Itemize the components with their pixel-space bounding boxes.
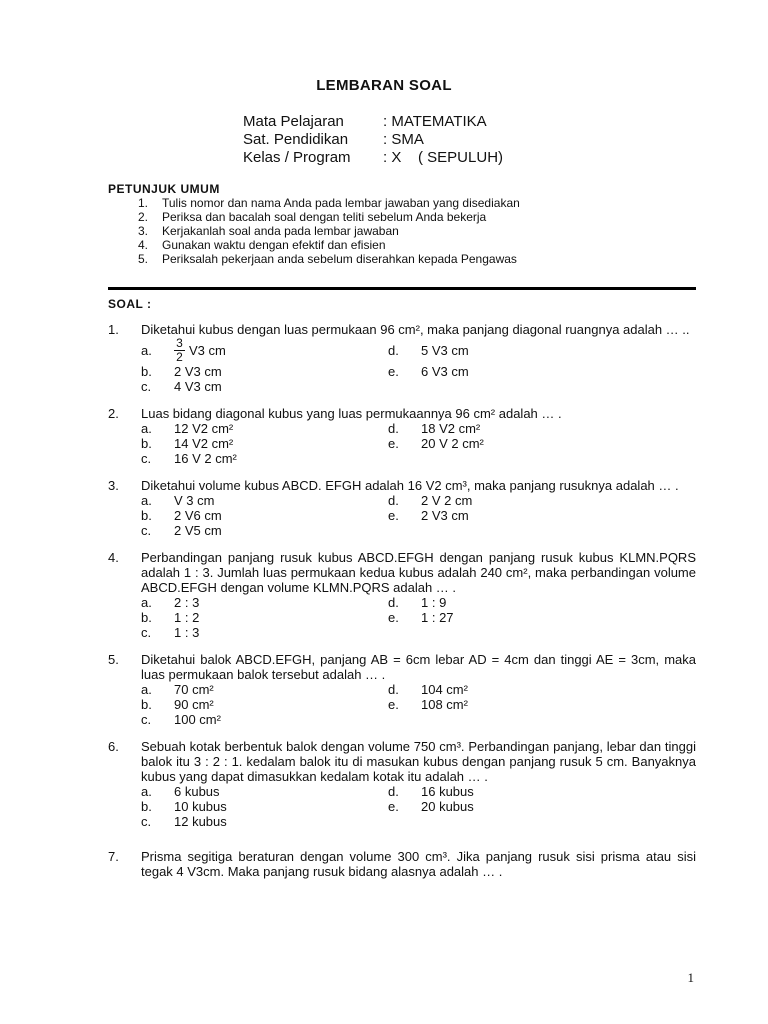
answer-option [388, 697, 588, 712]
option-letter: a. [141, 682, 152, 697]
option-text: 70 cm² [174, 682, 214, 697]
option-letter: b. [141, 697, 152, 712]
question [108, 406, 696, 466]
answer-option [388, 364, 588, 379]
option-text: 1 : 27 [421, 610, 454, 625]
info-value: : SMA [383, 131, 424, 148]
answer-option [141, 595, 388, 610]
question-text: Luas bidang diagonal kubus yang luas permukaannya 96 cm² adalah … . [141, 406, 562, 421]
option-letter: c. [141, 523, 152, 538]
option-letter: c. [141, 625, 152, 640]
answer-option [388, 508, 588, 523]
option-text: 5 V3 cm [421, 343, 469, 358]
option-letter: a. [141, 784, 152, 799]
option-text: 20 kubus [421, 799, 474, 814]
option-letter: e. [388, 799, 399, 814]
question-number: 4. [108, 550, 119, 565]
answer-option [141, 784, 388, 799]
info-label: Mata Pelajaran [243, 113, 344, 130]
answer-option [388, 493, 588, 508]
option-text: 90 cm² [174, 697, 214, 712]
option-letter: c. [141, 451, 152, 466]
option-text: 20 V 2 cm² [421, 436, 484, 451]
info-row-subject [243, 113, 503, 131]
option-letter: e. [388, 436, 399, 451]
fraction [174, 337, 185, 364]
answer-option [141, 337, 388, 364]
question-text: Diketahui balok ABCD.EFGH, panjang AB = 6cm lebar AD = 4cm dan tinggi AE = 3cm, maka luas permukaan balok tersebut adalah … . [141, 652, 696, 682]
option-text: 12 kubus [174, 814, 227, 829]
question-number: 3. [108, 478, 119, 493]
instruction-number: 1. [138, 196, 149, 210]
answer-option [388, 682, 588, 697]
instruction-number: 2. [138, 210, 149, 224]
answer-option [141, 379, 388, 394]
page-title: LEMBARAN SOAL [316, 77, 452, 94]
option-letter: a. [141, 493, 152, 508]
answer-options [141, 337, 696, 394]
answer-option [141, 712, 388, 727]
answer-option [388, 436, 588, 451]
option-text: 4 V3 cm [174, 379, 222, 394]
option-text: 1 : 3 [174, 625, 200, 640]
answer-option [141, 682, 388, 697]
instructions-heading: PETUNJUK UMUM [108, 182, 220, 196]
option-letter: e. [388, 364, 399, 379]
answer-option [388, 784, 588, 799]
question-number: 5. [108, 652, 119, 667]
question [108, 550, 696, 640]
option-text: 6 kubus [174, 784, 220, 799]
instruction-text: Periksalah pekerjaan anda sebelum diserahkan kepada Pengawas [162, 252, 517, 266]
instruction-item [138, 224, 520, 238]
option-text: 2 V 2 cm [421, 493, 473, 508]
questions-heading: SOAL : [108, 297, 152, 311]
instruction-text: Gunakan waktu dengan efektif dan efisien [162, 238, 386, 252]
answer-options [141, 493, 696, 538]
info-label: Kelas / Program [243, 149, 351, 166]
subject-info [243, 113, 503, 167]
option-text: 1 : 2 [174, 610, 200, 625]
instructions-list [138, 196, 520, 266]
option-text: 2 V5 cm [174, 523, 222, 538]
instruction-item [138, 210, 520, 224]
option-letter: d. [388, 682, 399, 697]
answer-option [141, 451, 388, 466]
option-text: 2 V6 cm [174, 508, 222, 523]
answer-option [141, 364, 388, 379]
option-text: 10 kubus [174, 799, 227, 814]
option-letter: b. [141, 610, 152, 625]
answer-option [388, 337, 588, 364]
option-letter: d. [388, 343, 399, 358]
option-letter: b. [141, 436, 152, 451]
answer-option [141, 610, 388, 625]
answer-options [141, 784, 696, 829]
option-letter: c. [141, 379, 152, 394]
instruction-item [138, 196, 520, 210]
instruction-item [138, 252, 520, 266]
info-value: : X ( SEPULUH) [383, 149, 504, 166]
option-text: 16 kubus [421, 784, 474, 799]
answer-options [141, 682, 696, 727]
answer-option [141, 436, 388, 451]
option-letter: a. [141, 343, 152, 358]
info-value: : MATEMATIKA [383, 113, 487, 130]
question [108, 478, 696, 538]
option-letter: d. [388, 784, 399, 799]
question-number: 7. [108, 849, 119, 864]
option-text: V3 cm [189, 343, 226, 358]
answer-option [388, 610, 588, 625]
option-letter: d. [388, 595, 399, 610]
question-text: Diketahui kubus dengan luas permukaan 96 cm², maka panjang diagonal ruangnya adalah … .. [141, 322, 690, 337]
answer-option [141, 421, 388, 436]
option-text: 6 V3 cm [421, 364, 469, 379]
answer-option [141, 697, 388, 712]
answer-option [141, 508, 388, 523]
answer-options [141, 595, 696, 640]
option-letter: e. [388, 610, 399, 625]
questions-list [108, 322, 696, 891]
option-letter: c. [141, 814, 152, 829]
question [108, 322, 696, 394]
option-letter: d. [388, 493, 399, 508]
answer-option [388, 595, 588, 610]
option-letter: e. [388, 508, 399, 523]
instruction-number: 3. [138, 224, 149, 238]
option-text: 16 V 2 cm² [174, 451, 237, 466]
answer-option [141, 814, 388, 829]
question-number: 1. [108, 322, 119, 337]
instruction-text: Kerjakanlah soal anda pada lembar jawaban [162, 224, 399, 238]
info-label: Sat. Pendidikan [243, 131, 349, 148]
answer-option [388, 799, 588, 814]
option-letter: e. [388, 697, 399, 712]
question-number: 6. [108, 739, 119, 754]
fraction-numerator: 3 [176, 336, 183, 350]
divider [108, 287, 696, 290]
option-text: 1 : 9 [421, 595, 447, 610]
option-letter: b. [141, 364, 152, 379]
answer-option [141, 493, 388, 508]
question-number: 2. [108, 406, 119, 421]
question-text: Perbandingan panjang rusuk kubus ABCD.EFGH dengan panjang rusuk kubus KLMN.PQRS adalah 1 : 3. Jumlah luas permukaan kedua kubus adalah 240 cm², maka perbandingan volume ABCD.EFGH dengan volume KLMN.PQRS adalah … . [141, 550, 696, 595]
option-text: 104 cm² [421, 682, 468, 697]
answer-option [388, 421, 588, 436]
answer-option [141, 523, 388, 538]
page-number: 1 [687, 970, 694, 985]
info-row-school [243, 131, 503, 149]
option-letter: c. [141, 712, 152, 727]
option-letter: b. [141, 799, 152, 814]
instruction-number: 5. [138, 252, 149, 266]
info-row-class [243, 149, 503, 167]
instruction-text: Tulis nomor dan nama Anda pada lembar jawaban yang disediakan [162, 196, 520, 210]
option-text: 18 V2 cm² [421, 421, 481, 436]
option-letter: b. [141, 508, 152, 523]
option-text: 2 V3 cm [421, 508, 469, 523]
option-text: V 3 cm [174, 493, 215, 508]
option-letter: a. [141, 595, 152, 610]
option-text: 2 : 3 [174, 595, 200, 610]
option-text: 12 V2 cm² [174, 421, 234, 436]
question-text: Prisma segitiga beraturan dengan volume 300 cm³. Jika panjang rusuk sisi prisma atau sisi tegak 4 V3cm. Maka panjang rusuk bidang alasnya adalah … . [141, 849, 696, 879]
instruction-item [138, 238, 520, 252]
option-letter: d. [388, 421, 399, 436]
instruction-number: 4. [138, 238, 149, 252]
option-text: 108 cm² [421, 697, 468, 712]
question-text: Diketahui volume kubus ABCD. EFGH adalah 16 V2 cm³, maka panjang rusuknya adalah … . [141, 478, 679, 493]
question [108, 652, 696, 727]
question-text: Sebuah kotak berbentuk balok dengan volume 750 cm³. Perbandingan panjang, lebar dan tinggi balok itu 3 : 2 : 1. kedalam balok itu di masukan kubus dengan panjang rusuk 5 cm. Banyaknya kubus yang dapat dimasukkan kedalam kotak itu adalah … . [141, 739, 696, 784]
answer-option [141, 625, 388, 640]
question [108, 739, 696, 829]
option-text: 100 cm² [174, 712, 221, 727]
option-text: 2 V3 cm [174, 364, 222, 379]
question [108, 849, 696, 879]
instruction-text: Periksa dan bacalah soal dengan teliti sebelum Anda bekerja [162, 210, 487, 224]
option-text: 14 V2 cm² [174, 436, 234, 451]
answer-option [141, 799, 388, 814]
fraction-denominator: 2 [176, 350, 183, 364]
option-letter: a. [141, 421, 152, 436]
answer-options [141, 421, 696, 466]
